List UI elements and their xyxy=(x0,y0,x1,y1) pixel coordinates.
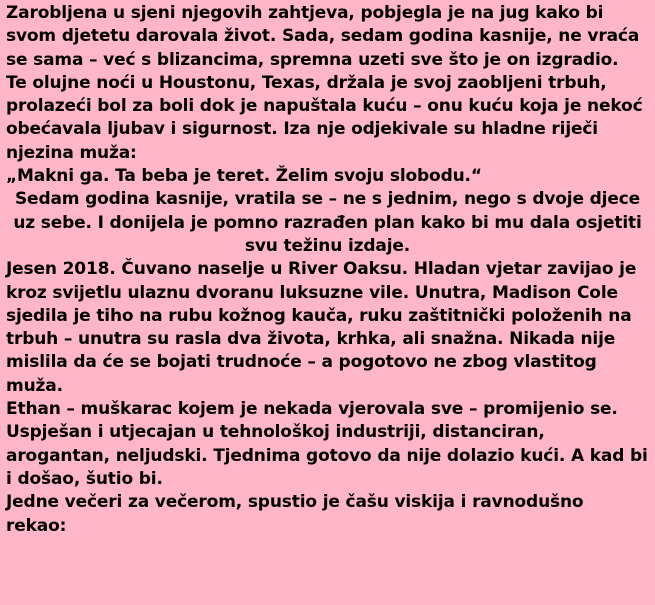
paragraph-quote: „Makni ga. Ta beba je teret. Želim svoju slobodu.“ xyxy=(6,166,482,187)
paragraph-dinner: Jedne večeri za večerom, spustio je čašu viskija i ravnodušno rekao: xyxy=(6,492,584,536)
paragraph-return: Sedam godina kasnije, vratila se – ne s jednim, nego s dvoje djece uz sebe. I donijela je pomno razrađen plan kako bi mu dala osjetiti svu težinu izdaje. xyxy=(13,189,642,256)
paragraph-houston-night: Te olujne noći u Houstonu, Texas, držala je svoj zaobljeni trbuh, prolazeći bol za boli dok je napuštala kuću – onu kuću koja je nekoć obećavala ljubav i sigurnost. Iza nje odjekivale su hladne riječi njezina muža: xyxy=(6,72,643,163)
paragraph-ethan: Ethan – muškarac kojem je nekada vjerovala sve – promijenio se. Uspješan i utjecajan u tehnološkoj industriji, distanciran, arogantan, neljudski. Tjednima gotovo da nije dolazio kući. A kad bi i došao, šutio bi. xyxy=(6,399,648,489)
paragraph-autumn-2018: Jesen 2018. Čuvano naselje u River Oaksu. Hladan vjetar zavijao je kroz svijetlu ulaznu dvoranu luksuzne vile. Unutra, Madison Cole sjedila je tiho na rubu kožnog kauča, ruku zaštitnički položenih na trbuh – unutra su rasla dva života, krhka, ali snažna. Nikada nije mislila da će se bojati trudnoće – a pogotovo ne zbog vlastitog muža. xyxy=(6,259,637,396)
paragraph-intro: Zarobljena u sjeni njegovih zahtjeva, pobjegla je na jug kako bi svom djetetu darovala život. Sada, sedam godina kasnije, ne vraća se sama – već s blizancima, spremna uzeti sve što je on izgradio. xyxy=(6,3,640,70)
